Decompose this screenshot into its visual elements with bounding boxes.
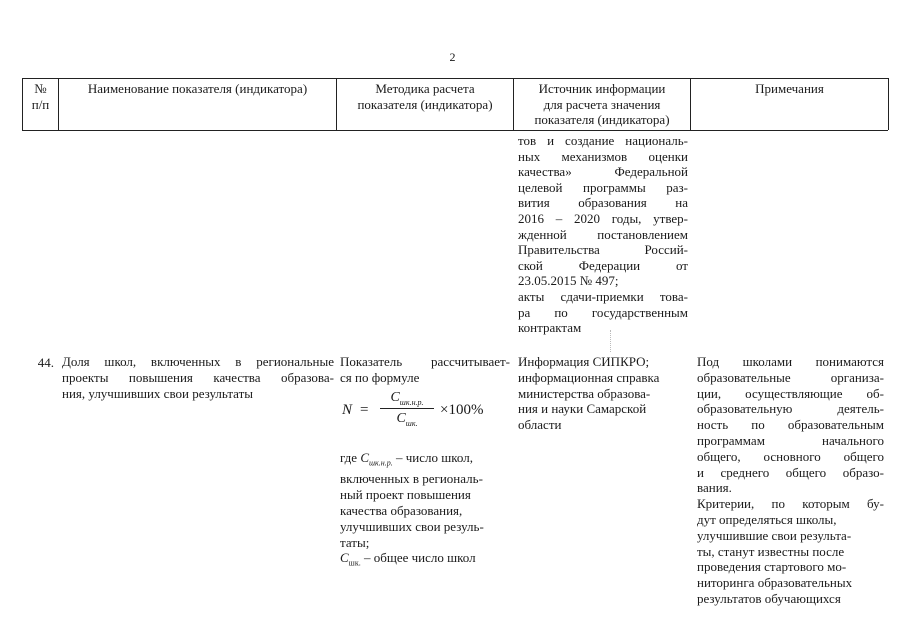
header-indicator-name: Наименование показателя (индикатора) bbox=[87, 81, 308, 96]
row-number: 44. bbox=[37, 355, 54, 370]
column-divider bbox=[888, 78, 889, 130]
notes: Под школами понимаются образовательные организа- ции, осуществляющие об- образовательную деятель- ность по образовательным программам начального общего, основного общего и среднего общего образо- вания. Критерии, по которым бу- дут определяться школы, улучшившие свои результа- ты, станут известны после проведения стартового мо- ниторинга образовательных результатов обучающихся bbox=[697, 354, 884, 606]
source-continuation: тов и создание националь- ных механизмов оценки качества» Федеральной целевой программы раз- вития образования на 2016 – 2020 годы, утвер- жденной постановлением Правительства Россий- ской Федерации от 23.05.2015 № 497; акты сдачи-приемки това- ра по государственным контрактам bbox=[518, 133, 688, 336]
header-notes: Примечания bbox=[755, 81, 824, 96]
header-source: Источник информации для расчета значения показателя (индикатора) bbox=[534, 81, 670, 127]
page-number: 2 bbox=[449, 50, 456, 64]
method-definitions: где $C_{шк.н.р.}$ – число школ, включенных в региональ- ный проект повышения качества образования, улучшивших свои резуль- таты; $C_{шк.}$ – общее число школ bbox=[340, 450, 484, 568]
information-source: Информация СИПКРО; информационная справка министерства образова- ния и науки Самарской области bbox=[518, 354, 660, 433]
formula: N = $C_{шк.н.р.}$ $C_{шк.}$ ×100% bbox=[342, 390, 484, 428]
header-number: № п/п bbox=[31, 81, 50, 112]
scan-artifact bbox=[610, 330, 615, 352]
table-top-border bbox=[22, 78, 888, 79]
formula-fraction: $C_{шк.н.р.}$ $C_{шк.}$ bbox=[376, 390, 438, 428]
header-bottom-border bbox=[22, 130, 888, 131]
header-method: Методика расчета показателя (индикатора) bbox=[357, 81, 493, 112]
method-intro: Показатель рассчитывает- ся по формуле bbox=[340, 354, 510, 385]
indicator-name: Доля школ, включенных в региональные проекты повышения качества образова- ния, улучшивших свои результаты bbox=[62, 354, 334, 401]
